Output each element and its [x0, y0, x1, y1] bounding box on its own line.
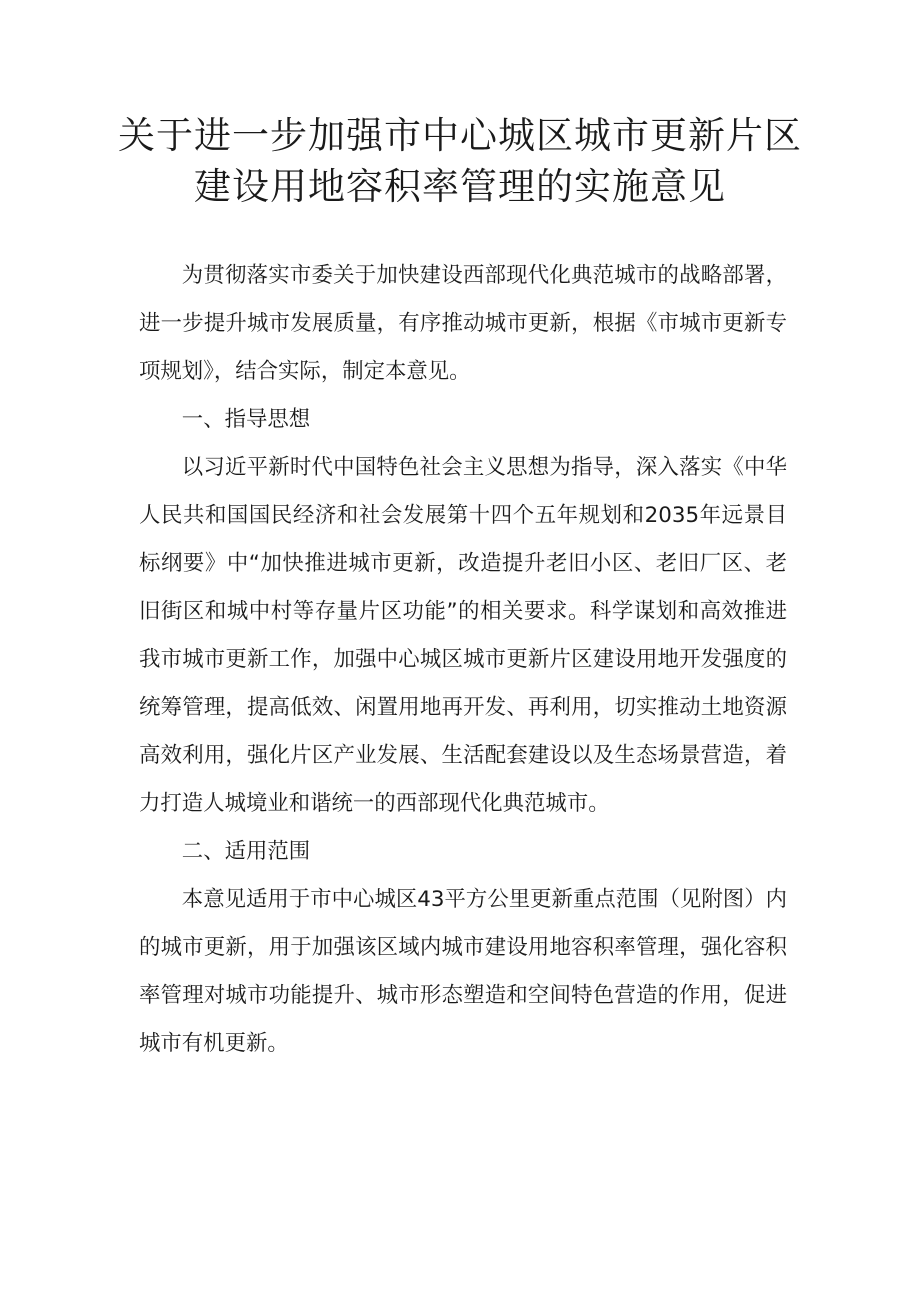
guiding-ideology-paragraph: 以习近平新时代中国特色社会主义思想为指导，深入落实《中华人民共和国国民经济和社会发展第十四个五年规划和2035年远景目标纲要》中“加快推进城市更新，改造提升老旧小区、老旧厂区、老旧街区和城中村等存量片区功能”的相关要求。科学谋划和高效推进我市城市更新工作，加强中心城区城市更新片区建设用地开发强度的统筹管理，提高低效、闲置用地再开发、再利用，切实推动土地资源高效利用，强化片区产业发展、生活配套建设以及生态场景营造，着力打造人城境业和谐统一的西部现代化典范城市。: [139, 455, 787, 816]
intro-paragraph: 为贯彻落实市委关于加快建设西部现代化典范城市的战略部署，进一步提升城市发展质量，有序推动城市更新，根据《市城市更新专项规划》，结合实际，制定本意见。: [139, 263, 787, 384]
scope-paragraph: 本意见适用于市中心城区43平方公里更新重点范围（见附图）内的城市更新，用于加强该区域内城市建设用地容积率管理，强化容积率管理对城市功能提升、城市形态塑造和空间特色营造的作用，促进城市有机更新。: [139, 887, 787, 1056]
section-heading-scope: 二、适用范围: [181, 839, 311, 864]
document-title-line-2: 建设用地容积率管理的实施意见: [194, 165, 726, 208]
section-heading-guiding-ideology: 一、指导思想: [181, 407, 311, 432]
document-title-line-1: 关于进一步加强市中心城区城市更新片区: [118, 114, 802, 157]
document-body: [139, 252, 787, 1068]
